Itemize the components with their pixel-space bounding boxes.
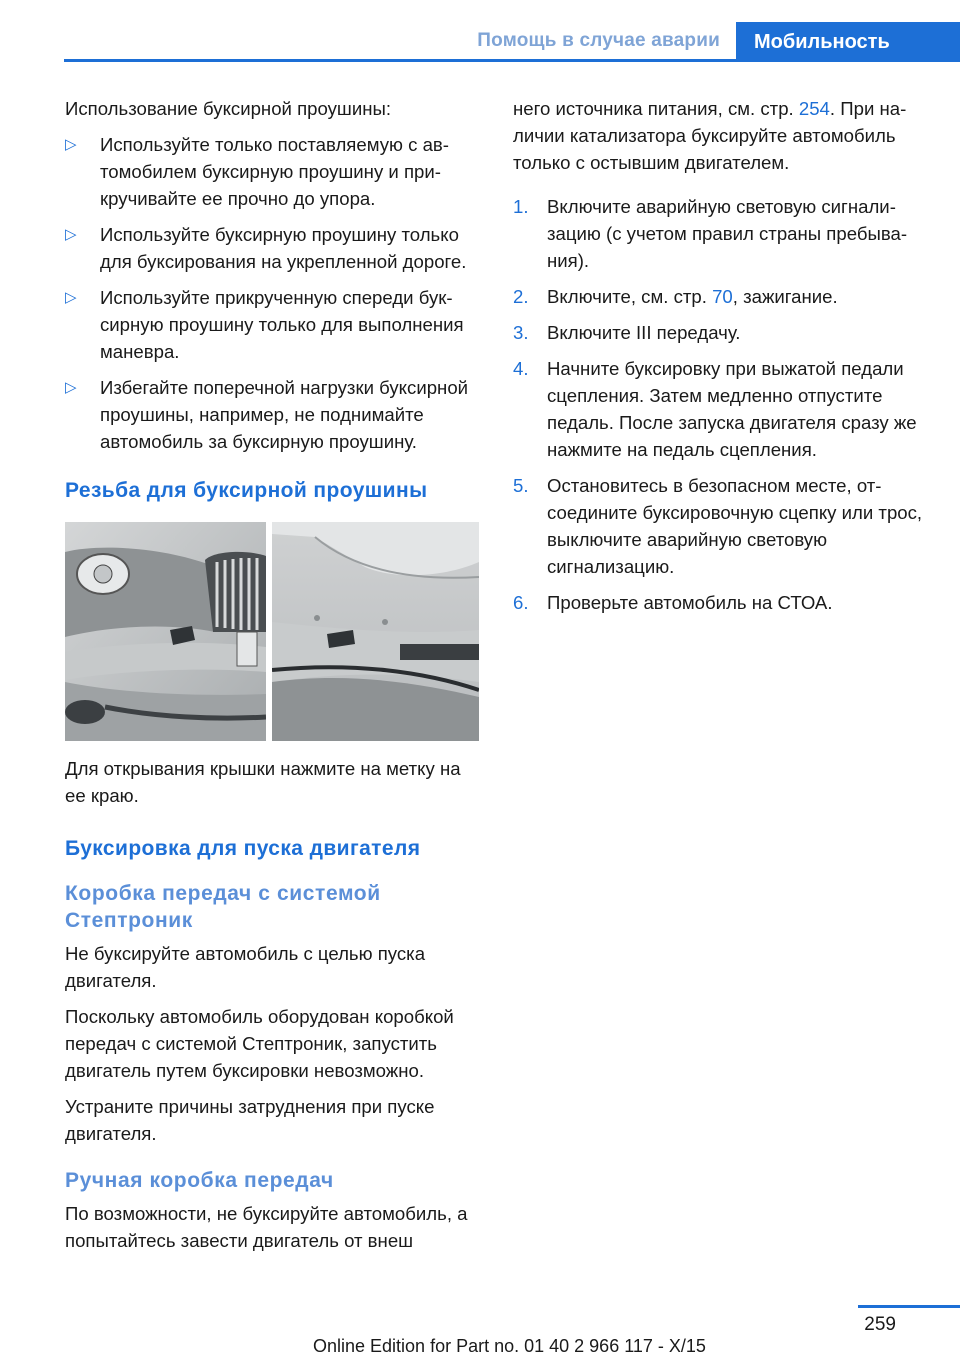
list-item: 1. Включите аварийную световую сигнализацию (с учетом правил страны пребывания). <box>513 193 926 274</box>
step-number: 2. <box>513 286 529 307</box>
step-number: 3. <box>513 322 529 343</box>
list-item: 2. Включите, см. стр. 70, зажигание. <box>513 283 926 310</box>
heading-manual-gearbox: Ручная коробка передач <box>65 1169 334 1192</box>
triangle-right-icon: ▷ <box>65 136 77 153</box>
intro-text: Использование буксирной проушины: <box>65 98 392 119</box>
page-ref-link[interactable]: 254 <box>798 98 830 119</box>
heading-steptronic: Коробка передач с системой Стептроник <box>65 882 381 932</box>
step-number: 5. <box>513 475 529 496</box>
page-header <box>64 22 960 62</box>
list-item: ▷ Избегайте поперечной нагрузки буксирной проушины, например, не поднимайте автомобиль за буксирную проушину. <box>65 374 479 455</box>
usage-bullet-list <box>65 131 479 455</box>
step-number: 6. <box>513 592 529 613</box>
step-number: 1. <box>513 196 529 217</box>
left-column <box>65 95 479 1263</box>
list-item: ▷ Используйте прикрученную спереди буксирную проушину только для выполнения маневра. <box>65 284 479 365</box>
list-item: 5. Остановитесь в безопасном месте, отсоедините буксировочную сцепку или трос, выключите аварийную световую сигнализацию. <box>513 472 926 580</box>
footer-rule <box>858 1305 960 1308</box>
header-chapter-tab: Мобильность <box>736 22 960 62</box>
tow-eye-cover-illustration <box>65 522 479 741</box>
car-bumper-illustration <box>65 522 479 741</box>
continued-paragraph: него источника питания, см. стр. 254. При наличии катализатора буксируйте автомобиль только с остывшим двигателем. <box>513 98 907 173</box>
triangle-right-icon: ▷ <box>65 289 77 306</box>
heading-tow-start: Буксировка для пуска двигателя <box>65 837 421 860</box>
header-rule <box>64 59 960 62</box>
paragraph: Поскольку автомобиль оборудован коробкой передач с системой Стептроник, запустить двигатель путем буксировки невозможно. <box>65 1006 454 1081</box>
steps-list <box>513 193 926 616</box>
list-item: 4. Начните буксировку при выжатой педали сцепления. Затем медленно отпустите педаль. После запуска двигателя сразу же нажмите на педаль сцепления. <box>513 355 926 463</box>
paragraph: Устраните причины затруднения при пуске двигателя. <box>65 1096 435 1144</box>
list-item: ▷ Используйте только поставляемую с автомобилем буксирную проушину и прикручивайте ее прочно до упора. <box>65 131 479 212</box>
list-item: ▷ Используйте буксирную проушину только для буксирования на укрепленной дороге. <box>65 221 479 275</box>
figure-caption: Для открывания крышки нажмите на метку на ее краю. <box>65 758 461 806</box>
header-section-title: Помощь в случае аварии <box>477 30 720 51</box>
page-number: 259 <box>864 1314 896 1335</box>
list-item: 3. Включите III передачу. <box>513 319 926 346</box>
step-number: 4. <box>513 358 529 379</box>
heading-thread: Резьба для буксирной проушины <box>65 479 428 502</box>
edition-footer: Online Edition for Part no. 01 40 2 966 117 - X/15 <box>313 1336 706 1356</box>
page-ref-link[interactable]: 70 <box>712 286 733 307</box>
list-item: 6. Проверьте автомобиль на СТОА. <box>513 589 926 616</box>
paragraph: Не буксируйте автомобиль с целью пуска двигателя. <box>65 943 426 991</box>
right-column <box>513 95 926 625</box>
triangle-right-icon: ▷ <box>65 226 77 243</box>
triangle-right-icon: ▷ <box>65 379 77 396</box>
paragraph: По возможности, не буксируйте автомобиль, а попытайтесь завести двигатель от внеш <box>65 1203 468 1251</box>
